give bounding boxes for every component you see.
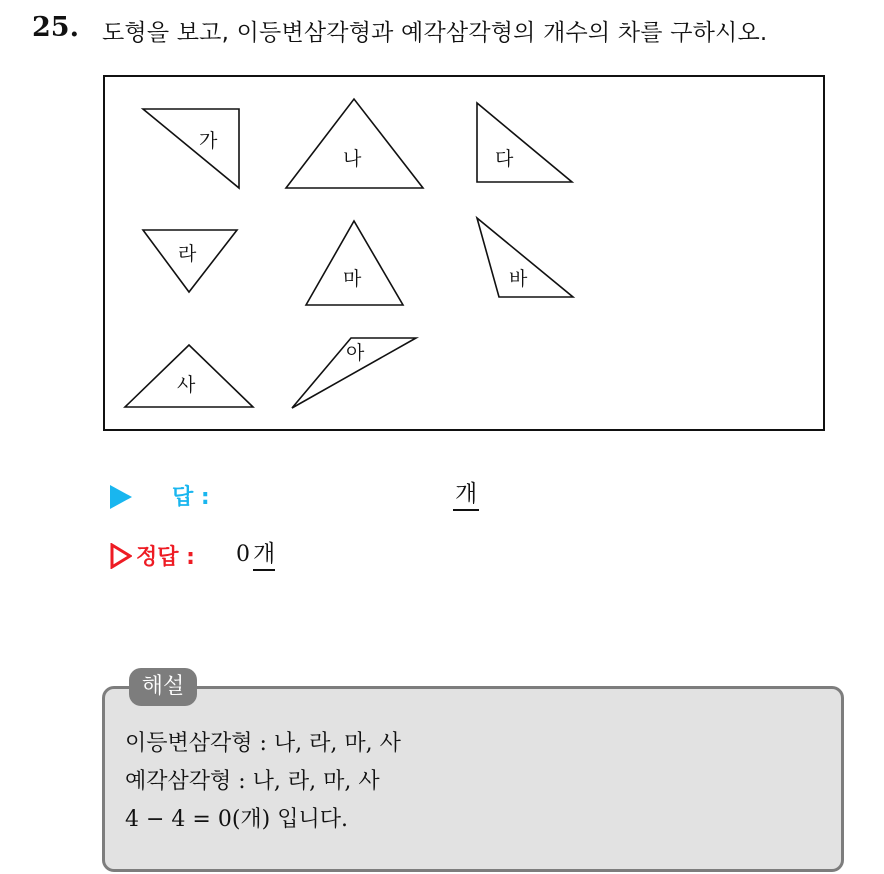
triangle-ra-label: 라 [178,243,197,265]
triangles-figure [103,75,829,435]
triangle-na [286,99,423,188]
correct-answer-value: 0 [236,542,250,567]
explanation-tab: 해설 [129,668,197,706]
triangle-sa-label: 사 [177,374,196,396]
correct-answer-unit: 개 [253,540,275,571]
question-number: 25. [32,12,79,43]
answer-label: 답 : [172,485,210,510]
triangle-a-label: 아 [346,342,365,364]
outline-play-marker-icon [110,543,132,569]
triangle-da [477,103,572,182]
correct-answer-label: 정답 : [136,545,195,570]
triangle-da-label: 다 [495,148,514,170]
explanation-line-result: 4 − 4 = 0(개) 입니다. [125,807,348,832]
triangle-ga [143,109,239,188]
triangle-ma [306,221,403,305]
explanation-line-isosceles: 이등변삼각형 : 나, 라, 마, 사 [125,731,401,756]
answer-blank-unit[interactable]: 개 [453,480,479,511]
triangle-na-label: 나 [343,148,362,170]
triangle-figure-box [103,75,825,431]
triangle-ga-label: 가 [199,130,218,152]
explanation-line-acute: 예각삼각형 : 나, 라, 마, 사 [125,769,380,794]
triangle-ba-label: 바 [509,268,528,290]
play-marker-icon [110,485,132,509]
question-text: 도형을 보고, 이등변삼각형과 예각삼각형의 개수의 차를 구하시오. [102,20,768,46]
triangle-ma-label: 마 [343,268,362,290]
